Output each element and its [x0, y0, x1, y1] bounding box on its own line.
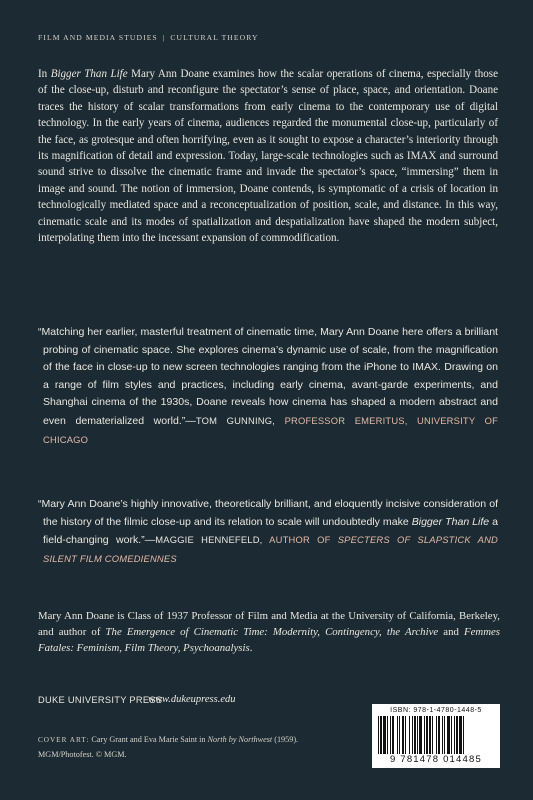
barcode-bar: [442, 716, 443, 754]
barcode-bar: [426, 716, 428, 754]
barcode-bar: [380, 716, 382, 754]
endorsement-gunning: [38, 324, 498, 449]
barcode-bar: [424, 716, 425, 754]
blurb-text: Mary Ann Doane examines how the scalar operations of cinema, especially those of the close-up, disturb and reconfigure the spectator’s sense of place, space, and orientation. Doane traces the history of scalar transformations from early cinema to the contemporary use of digital technology. In the early years of cinema, audiences regarded the monumental close-up, particularly of the face, as grotesque and often horrifying, even as it sought to expose a character’s interiority through its magnification of detail and expression. Today, large-scale technologies such as IMAX and surround sound strive to dissolve the cinematic frame and invade the spectator’s space, “immersing” them in image and sound. The notion of immersion, Doane contends, is symptomatic of a crisis of location in technologically mediated space and a reconceptualization of position, scale, and distance. In this way, cinematic scale and its modes of spatialization and despatialization have shaped the modern subject, interpolating them into the incessant expansion of commodification.: [38, 68, 498, 245]
isbn-label: ISBN: 978-1-4780-1448-5: [390, 707, 482, 714]
barcode-bar: [444, 716, 445, 754]
barcode-bar: [419, 716, 422, 754]
blurb-book-title: Bigger Than Life: [50, 68, 128, 80]
bio-book1: The Emergence of Cinematic Time: Modernity, Contingency, the Archive: [105, 626, 439, 639]
cover-art-text1: Cary Grant and Eva Marie Saint in: [89, 735, 208, 744]
quote2-name: MAGGIE HENNEFELD,: [155, 534, 263, 546]
barcode-bar: [392, 716, 394, 754]
quote2-book-title: Bigger Than Life: [411, 515, 490, 528]
barcode-bar: [414, 716, 416, 754]
quote2-text-before: “Mary Ann Doane’s highly innovative, theoretically brilliant, and eloquently incisive consideration of the history of the filmic close-up and its relation to scale will undoubtedly make: [38, 498, 498, 528]
isbn-digits: 9 781478 014485: [390, 754, 482, 765]
cover-art-text2: (1959). MGM/Photofest. © MGM.: [38, 735, 299, 759]
quote2-text-after: a field-changing work.”: [43, 515, 498, 547]
barcode-bar: [436, 716, 437, 754]
barcode-bar: [438, 716, 440, 754]
blurb-prefix: In: [38, 68, 51, 80]
cover-art-film: North by Northwest: [207, 735, 273, 744]
barcode-bar: [402, 716, 404, 754]
quote2-dash: —: [144, 534, 156, 547]
bio-and: and: [438, 626, 465, 639]
barcode-bar: [405, 716, 406, 754]
bio-end: .: [249, 642, 253, 655]
barcode-bar: [451, 716, 452, 754]
cover-art-credit: [38, 733, 338, 762]
barcode-bar: [378, 716, 379, 754]
publisher-url[interactable]: www.dukeupress.edu: [148, 694, 236, 705]
series-left: FILM AND MEDIA STUDIES: [38, 33, 158, 42]
barcode-bar: [454, 716, 455, 754]
barcode-bar: [456, 716, 458, 754]
quote2-role-title: SPECTERS OF SLAPSTICK AND SILENT FILM COMEDIENNES: [43, 534, 499, 564]
author-bio: [38, 608, 500, 657]
barcode-bar: [387, 716, 388, 754]
barcode-bar: [399, 716, 400, 754]
barcode-bars-icon: [378, 716, 494, 754]
book-blurb: [38, 66, 498, 246]
quote1-role: PROFESSOR EMERITUS, UNIVERSITY OF CHICAGO: [43, 414, 499, 445]
series-line: [38, 33, 259, 42]
cover-art-label: COVER ART:: [38, 736, 90, 744]
barcode-bar: [390, 716, 391, 754]
barcode-bar: [432, 716, 433, 754]
quote1-name: TOM GUNNING,: [195, 414, 276, 426]
barcode-bar: [429, 716, 431, 754]
series-right: CULTURAL THEORY: [170, 33, 259, 42]
quote1-dash: —: [185, 414, 196, 427]
isbn-barcode: [372, 704, 500, 768]
barcode-bar: [409, 716, 410, 754]
barcode-bar: [459, 716, 462, 754]
barcode-bar: [463, 716, 464, 754]
barcode-bar: [417, 716, 418, 754]
endorsement-hennefeld: [38, 496, 498, 568]
publisher-name: DUKE UNIVERSITY PRESS: [38, 695, 163, 705]
bio-text: Mary Ann Doane is Class of 1937 Professor of Film and Media at the University of California, Berkeley, and author of: [38, 610, 500, 639]
barcode-bar: [383, 716, 386, 754]
barcode-bar: [412, 716, 413, 754]
quote2-role-prefix: AUTHOR OF: [269, 534, 338, 546]
barcode-bar: [397, 716, 398, 754]
series-separator: |: [162, 33, 166, 42]
barcode-bar: [447, 716, 450, 754]
quote1-text: “Matching her earlier, masterful treatment of cinematic time, Mary Ann Doane here offers a brilliant probing of cinematic space. She explores cinema’s dynamic use of scale, from the magnification of the face in close-up to new screen technologies ranging from the iPhone to IMAX. Drawing on a range of film styles and practices, including early cinema, avant-garde experiments, and Shanghai cinema of the 1930s, Doane reveals how cinema has shaped a modern abstract and even dematerialized world.”: [38, 326, 498, 427]
bio-book2: Femmes Fatales: Feminism, Film Theory, Psychoanalysis: [38, 626, 500, 655]
